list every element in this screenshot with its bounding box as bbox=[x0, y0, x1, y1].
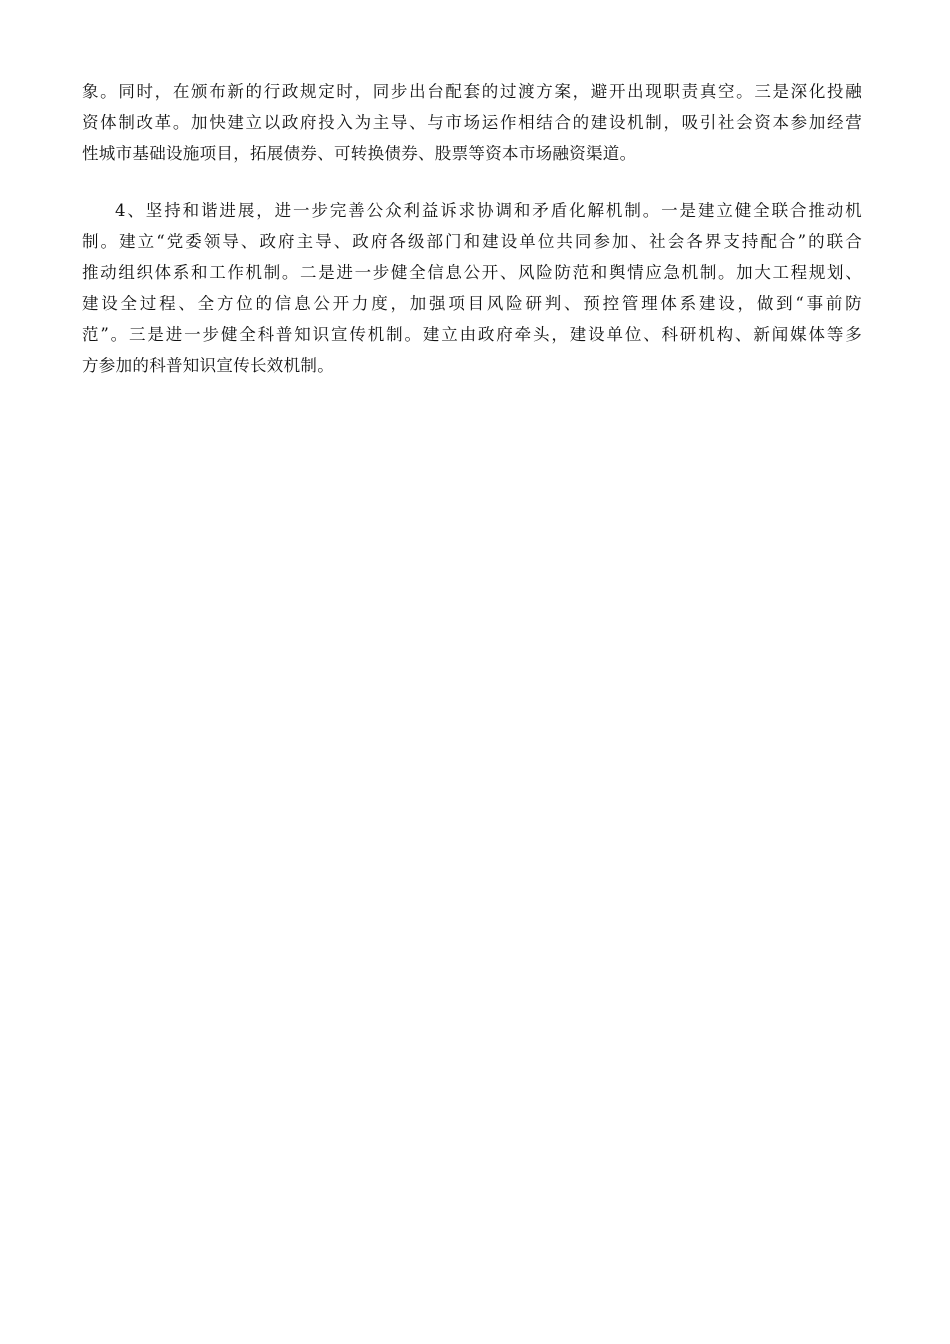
document-page bbox=[82, 76, 862, 407]
text-line: 推动组织体系和工作机制。二是进一步健全信息公开、风险防范和舆情应急机制。加大工程规划、 bbox=[82, 263, 862, 282]
text-line: 4、坚持和谐进展，进一步完善公众利益诉求协调和矛盾化解机制。一是建立健全联合推动机 bbox=[115, 201, 862, 220]
text-line: 方参加的科普知识宣传长效机制。 bbox=[82, 356, 334, 375]
paragraph-investment-reform bbox=[82, 76, 862, 169]
paragraph-harmonious-progress bbox=[82, 195, 862, 381]
text-line: 象。同时，在颁布新的行政规定时，同步出台配套的过渡方案，避开出现职责真空。三是深化投融 bbox=[82, 82, 862, 101]
text-line: 资体制改革。加快建立以政府投入为主导、与市场运作相结合的建设机制，吸引社会资本参加经营 bbox=[82, 113, 862, 132]
text-line: 性城市基础设施项目，拓展债券、可转换债券、股票等资本市场融资渠道。 bbox=[82, 144, 637, 163]
text-line: 建设全过程、全方位的信息公开力度，加强项目风险研判、预控管理体系建设，做到“事前防 bbox=[82, 294, 862, 313]
text-line: 范”。三是进一步健全科普知识宣传机制。建立由政府牵头，建设单位、科研机构、新闻媒体等多 bbox=[82, 325, 862, 344]
text-line: 制。建立“党委领导、政府主导、政府各级部门和建设单位共同参加、社会各界支持配合”的联合 bbox=[82, 232, 862, 251]
